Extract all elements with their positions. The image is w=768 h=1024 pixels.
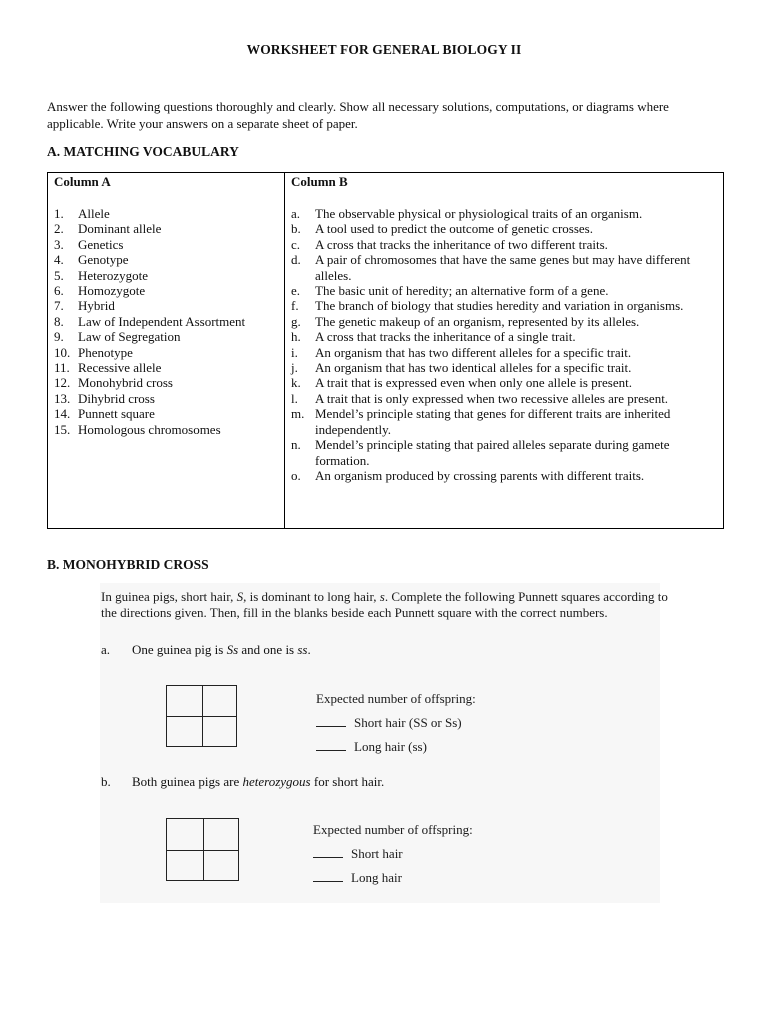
item-text: Phenotype — [78, 344, 133, 360]
definition-item — [291, 283, 719, 298]
vocabulary-term — [54, 314, 279, 329]
item-number: i. — [291, 344, 298, 360]
vocabulary-term — [54, 391, 279, 406]
item-text: The observable physical or physiological traits of an organism. — [315, 206, 643, 221]
column-a-header: Column A — [54, 174, 111, 189]
column-b-list — [291, 206, 719, 483]
genotype: Ss — [226, 642, 239, 657]
definition-item — [291, 360, 719, 375]
intro-text: In guinea pigs, short hair, — [101, 589, 237, 604]
item-text: Law of Independent Assortment — [78, 313, 246, 329]
item-number: 10. — [54, 344, 71, 360]
item-number: 7. — [54, 298, 64, 314]
answer-label: Short hair — [351, 846, 403, 861]
item-number: 13. — [54, 390, 71, 406]
question-b-label: b. — [101, 774, 111, 789]
vocabulary-term — [54, 329, 279, 344]
item-text: Dihybrid cross — [78, 390, 155, 406]
item-number: f. — [291, 298, 299, 314]
worksheet-title: WORKSHEET FOR GENERAL BIOLOGY II — [246, 42, 522, 57]
definition-item — [291, 298, 719, 313]
item-text: Mendel’s principle stating that genes for different traits are inherited independently. — [315, 406, 671, 437]
intro-allele-recessive: s — [379, 589, 385, 604]
item-number: a. — [291, 206, 301, 221]
answer-line — [313, 866, 473, 890]
item-text: Dominant allele — [78, 221, 162, 237]
answer-line — [313, 842, 473, 866]
expected-offspring-b — [313, 818, 473, 890]
item-number: h. — [291, 329, 301, 345]
instructions: Answer the following questions thoroughly and clearly. Show all necessary solutions, computations, or diagrams where applicable. Write your answers on a separate sheet of paper. — [47, 99, 669, 131]
vocabulary-term — [54, 406, 279, 421]
item-number: 5. — [54, 267, 64, 283]
item-text: Heterozygote — [78, 267, 149, 283]
question-text: for short hair. — [310, 774, 385, 789]
item-text: The genetic makeup of an organism, represented by its alleles. — [315, 313, 640, 329]
answer-line — [316, 711, 476, 735]
definition-item — [291, 391, 719, 406]
item-text: Mendel’s principle stating that paired alleles separate during gamete formation. — [315, 437, 670, 468]
vocabulary-term — [54, 237, 279, 252]
vocabulary-term — [54, 221, 279, 236]
answer-label: Long hair (ss) — [354, 739, 427, 754]
item-number: 12. — [54, 375, 71, 391]
question-a-label: a. — [101, 642, 111, 657]
item-number: 4. — [54, 252, 64, 268]
item-text: Allele — [78, 206, 110, 221]
definition-item — [291, 437, 719, 468]
punnett-square-a[interactable] — [166, 685, 237, 747]
item-number: 1. — [54, 206, 64, 221]
vocabulary-term — [54, 345, 279, 360]
punnett-square-b[interactable] — [166, 818, 239, 881]
vocabulary-term — [54, 206, 279, 221]
item-text: Hybrid — [78, 298, 115, 314]
expected-offspring-a — [316, 687, 476, 759]
column-divider — [284, 173, 285, 528]
item-text: Genotype — [78, 252, 129, 268]
item-text: An organism produced by crossing parents with different traits. — [315, 467, 645, 483]
item-number: k. — [291, 375, 301, 391]
item-number: e. — [291, 283, 301, 299]
definition-item — [291, 314, 719, 329]
item-text: Law of Segregation — [78, 329, 181, 345]
item-number: 8. — [54, 313, 64, 329]
item-text: A trait that is expressed even when only one allele is present. — [315, 375, 632, 391]
item-text: A cross that tracks the inheritance of two different traits. — [315, 236, 608, 252]
item-number: n. — [291, 437, 301, 453]
grid-line — [167, 716, 236, 717]
item-text: Recessive allele — [78, 360, 162, 376]
item-number: 15. — [54, 421, 71, 437]
item-text: A trait that is only expressed when two recessive alleles are present. — [315, 390, 669, 406]
blank-field[interactable] — [313, 846, 343, 858]
question-text: Both guinea pigs are — [132, 774, 243, 789]
definition-item — [291, 237, 719, 252]
section-a-heading: A. MATCHING VOCABULARY — [47, 144, 239, 159]
item-text: A tool used to predict the outcome of genetic crosses. — [315, 221, 593, 237]
question-text: . — [307, 642, 311, 657]
item-number: c. — [291, 236, 301, 252]
item-number: b. — [291, 221, 301, 237]
genotype: ss — [297, 642, 308, 657]
item-number: 9. — [54, 329, 64, 345]
item-number: g. — [291, 313, 301, 329]
item-number: 14. — [54, 406, 71, 422]
item-number: j. — [291, 360, 298, 376]
intro-text: , is dominant to long hair, — [243, 589, 380, 604]
item-text: A cross that tracks the inheritance of a single trait. — [315, 329, 576, 345]
item-text: Punnett square — [78, 406, 155, 422]
expected-heading: Expected number of offspring: — [316, 691, 476, 706]
item-text: An organism that has two identical alleles for a specific trait. — [315, 360, 632, 376]
question-a-text — [132, 642, 311, 658]
definition-item — [291, 468, 719, 483]
vocabulary-term — [54, 252, 279, 267]
item-number: 11. — [54, 360, 70, 376]
vocabulary-term — [54, 298, 279, 313]
question-text: and one is — [238, 642, 298, 657]
grid-line — [167, 850, 238, 851]
item-text: Genetics — [78, 236, 124, 252]
item-text: A pair of chromosomes that have the same genes but may have different alleles. — [315, 252, 691, 283]
item-text: Homozygote — [78, 283, 146, 299]
blank-field[interactable] — [316, 715, 346, 727]
blank-field[interactable] — [316, 739, 346, 751]
vocabulary-term — [54, 360, 279, 375]
intro-text: . Complete the following Punnett squares according to the directions given. Then, fill in the blanks beside each Punnett square with the correct numbers. — [101, 589, 668, 620]
vocabulary-term — [54, 375, 279, 390]
matching-table — [47, 172, 724, 529]
item-text: Homologous chromosomes — [78, 421, 221, 437]
question-b — [101, 774, 385, 790]
vocabulary-term — [54, 283, 279, 298]
item-text: Monohybrid cross — [78, 375, 173, 391]
answer-line — [316, 735, 476, 759]
emphasized-term: heterozygous — [242, 774, 311, 789]
vocabulary-term — [54, 422, 279, 437]
item-number: 3. — [54, 236, 64, 252]
item-text: The branch of biology that studies heredity and variation in organisms. — [315, 298, 684, 314]
definition-item — [291, 206, 719, 221]
column-a-list — [54, 206, 279, 437]
expected-heading: Expected number of offspring: — [313, 822, 473, 837]
question-a — [101, 642, 311, 658]
item-text: The basic unit of heredity; an alternative form of a gene. — [315, 283, 609, 299]
question-b-text — [132, 774, 384, 790]
definition-item — [291, 345, 719, 360]
item-number: 6. — [54, 283, 64, 299]
definition-item — [291, 375, 719, 390]
vocabulary-term — [54, 268, 279, 283]
definition-item — [291, 406, 719, 437]
definition-item — [291, 329, 719, 344]
item-number: o. — [291, 467, 301, 483]
item-number: m. — [291, 406, 305, 422]
item-number: 2. — [54, 221, 64, 237]
answer-label: Long hair — [351, 870, 402, 885]
monohybrid-intro — [101, 589, 671, 621]
definition-item — [291, 252, 719, 283]
question-text: One guinea pig is — [132, 642, 227, 657]
blank-field[interactable] — [313, 870, 343, 882]
intro-allele-dominant: S — [236, 589, 244, 604]
answer-label: Short hair (SS or Ss) — [354, 715, 462, 730]
item-text: An organism that has two different alleles for a specific trait. — [315, 344, 632, 360]
item-number: d. — [291, 252, 301, 268]
column-b-header: Column B — [291, 174, 348, 189]
item-number: l. — [291, 390, 298, 406]
definition-item — [291, 221, 719, 236]
section-b-heading: B. MONOHYBRID CROSS — [47, 557, 209, 572]
